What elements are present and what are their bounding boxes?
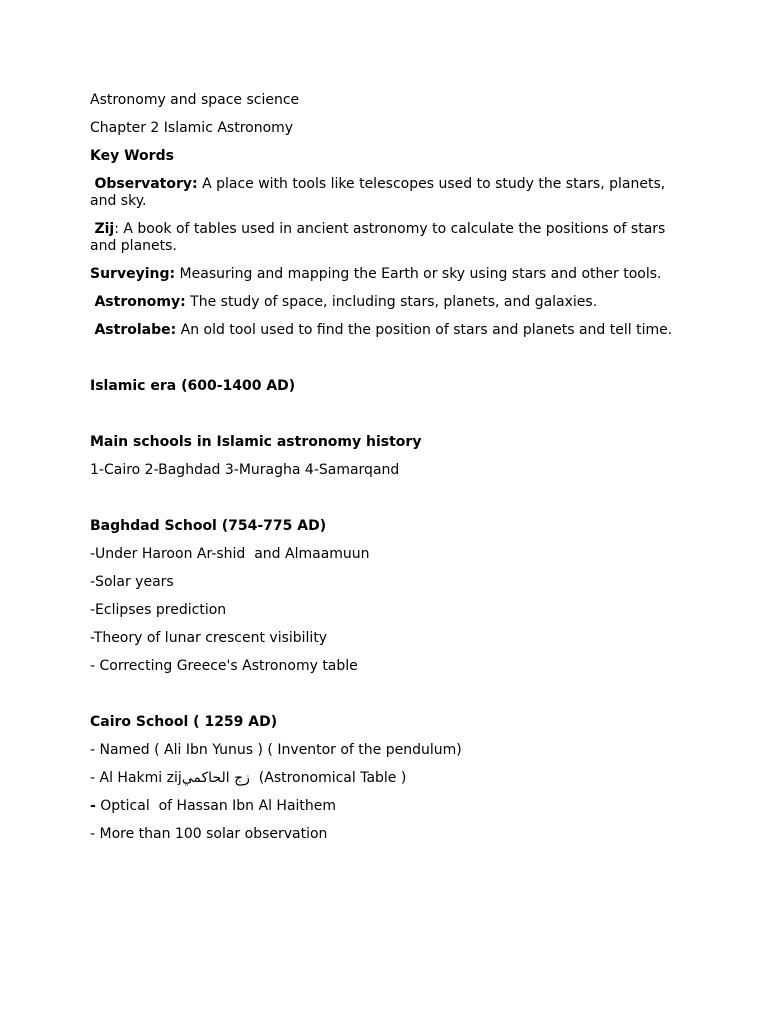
baghdad-item: -Eclipses prediction [90,602,227,618]
keyword-item [90,322,680,339]
baghdad-item: -Solar years [90,574,174,590]
keyword-definition: A place with tools like telescopes used to study the stars, planets, and sky. [90,176,670,209]
spacer [90,686,680,714]
spacer [90,406,680,434]
course-title: Astronomy and space science [90,92,300,108]
document-page [90,92,680,854]
keyword-term: Observatory: [94,176,198,192]
schools-list: 1-Cairo 2-Baghdad 3-Muragha 4-Samarqand [90,462,400,478]
baghdad-item: -Theory of lunar crescent visibility [90,630,328,646]
keyword-definition: Measuring and mapping the Earth or sky using stars and other tools. [175,266,662,282]
cairo-heading: Cairo School ( 1259 AD) [90,714,278,730]
keywords-heading: Key Words [90,148,174,164]
keyword-item [90,221,680,255]
cairo-item [90,798,680,815]
baghdad-heading: Baghdad School (754-775 AD) [90,518,327,534]
baghdad-item: - Correcting Greece's Astronomy table [90,658,358,674]
spacer [90,490,680,518]
keyword-definition: An old tool used to find the position of stars and planets and tell time. [176,322,673,338]
schools-heading: Main schools in Islamic astronomy history [90,434,422,450]
cairo-item-prefix: - Al Hakmi zij [90,770,182,786]
keyword-item [90,294,680,311]
cairo-item-arabic: زج الحاكمي [181,770,250,786]
keyword-term: Zij [94,221,115,237]
baghdad-item: -Under Haroon Ar-shid and Almaamuun [90,546,370,562]
cairo-item-suffix: (Astronomical Table ) [249,770,407,786]
keyword-item [90,176,680,210]
cairo-item [90,770,680,787]
era-heading: Islamic era (600-1400 AD) [90,378,296,394]
cairo-item: - Named ( Ali Ibn Yunus ) ( Inventor of the pendulum) [90,742,462,758]
keyword-definition: : A book of tables used in ancient astronomy to calculate the positions of stars and planets. [90,221,670,254]
keyword-term: Astrolabe: [94,322,177,338]
cairo-item: - More than 100 solar observation [90,826,328,842]
spacer [90,350,680,378]
keyword-definition: The study of space, including stars, planets, and galaxies. [185,294,598,310]
cairo-item-text: Optical of Hassan Ibn Al Haithem [95,798,337,814]
keyword-term: Surveying: [90,266,176,282]
cairo-item-dash: - [90,798,96,814]
keyword-item [90,266,680,283]
keyword-term: Astronomy: [94,294,186,310]
chapter-title: Chapter 2 Islamic Astronomy [90,120,294,136]
